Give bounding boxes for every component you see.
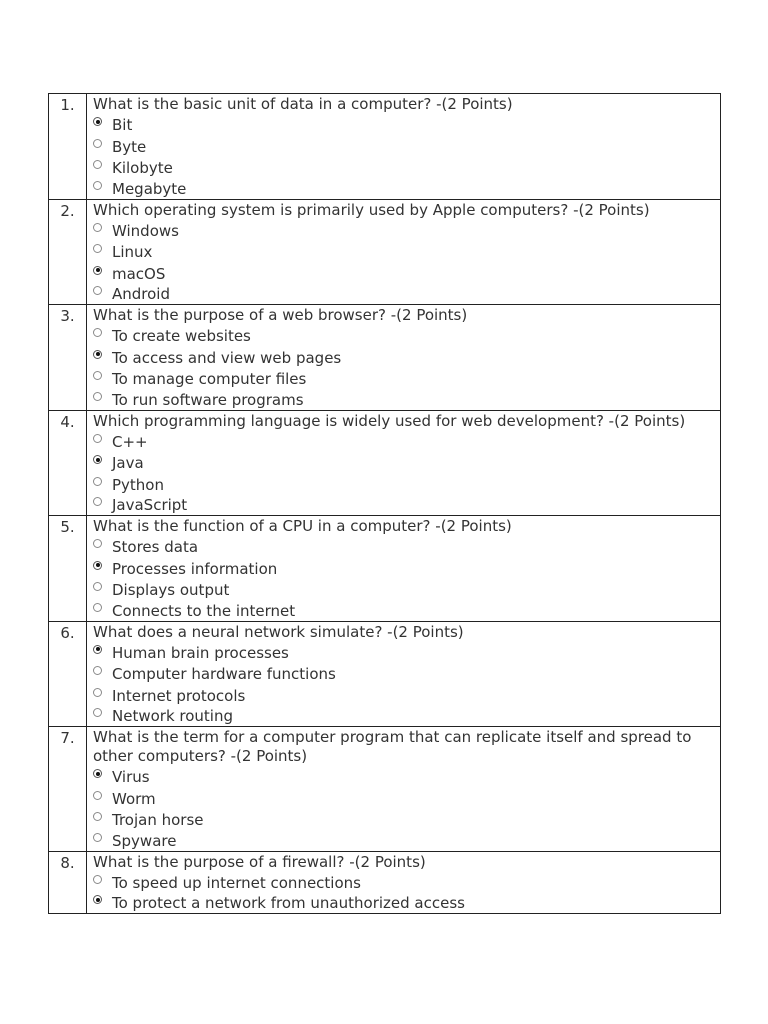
question-text: What is the purpose of a firewall? -(2 Points) <box>93 852 426 871</box>
answer-label: macOS <box>112 264 166 283</box>
quiz-body <box>49 94 721 914</box>
question-text: Which operating system is primarily used by Apple computers? -(2 Points) <box>93 200 650 219</box>
question-cell <box>87 410 721 516</box>
answer-label: Kilobyte <box>112 159 173 177</box>
answer-label: Internet protocols <box>112 686 246 705</box>
radio-unchecked-icon[interactable] <box>93 812 102 821</box>
answer-label: JavaScript <box>112 496 188 514</box>
radio-unchecked-icon[interactable] <box>93 160 102 169</box>
answer-option[interactable] <box>93 559 714 581</box>
answer-option[interactable] <box>93 264 714 286</box>
radio-unchecked-icon[interactable] <box>93 497 102 506</box>
answer-option[interactable] <box>93 832 714 851</box>
answer-option[interactable] <box>93 810 714 832</box>
radio-checked-icon[interactable] <box>93 350 102 359</box>
question-text: What is the purpose of a web browser? -(2 Points) <box>93 306 468 324</box>
answer-option[interactable] <box>93 475 714 497</box>
radio-unchecked-icon[interactable] <box>93 392 102 401</box>
answer-label: Android <box>112 285 170 303</box>
answer-option[interactable] <box>93 326 714 348</box>
answer-option[interactable] <box>93 602 714 621</box>
question-text: What is the function of a CPU in a computer? -(2 Points) <box>93 517 512 535</box>
question-cell <box>87 621 721 727</box>
radio-unchecked-icon[interactable] <box>93 434 102 443</box>
answer-option[interactable] <box>93 115 714 137</box>
radio-unchecked-icon[interactable] <box>93 139 102 148</box>
question-cell <box>87 727 721 852</box>
question-text: What is the term for a computer program that can replicate itself and spread to other computers? -(2 Points) <box>93 728 692 765</box>
radio-unchecked-icon[interactable] <box>93 875 102 884</box>
answer-label: Linux <box>112 243 153 261</box>
radio-unchecked-icon[interactable] <box>93 666 102 675</box>
question-cell <box>87 851 721 914</box>
answer-label: Network routing <box>112 707 233 725</box>
question-row <box>49 410 721 516</box>
answer-option[interactable] <box>93 537 714 559</box>
answer-label: Megabyte <box>112 179 187 198</box>
answer-label: Computer hardware functions <box>112 665 336 683</box>
radio-unchecked-icon[interactable] <box>93 688 102 697</box>
answer-option[interactable] <box>93 432 714 454</box>
question-number: 1. <box>49 94 87 200</box>
answer-option[interactable] <box>93 894 714 913</box>
answer-label: C++ <box>112 432 148 451</box>
question-row <box>49 851 721 914</box>
answer-option[interactable] <box>93 707 714 726</box>
answer-option[interactable] <box>93 453 714 475</box>
answer-option[interactable] <box>93 285 714 304</box>
question-cell <box>87 305 721 411</box>
answer-option[interactable] <box>93 643 714 665</box>
answer-option[interactable] <box>93 767 714 789</box>
answer-option[interactable] <box>93 580 714 602</box>
answer-label: Trojan horse <box>112 811 204 829</box>
question-number: 2. <box>49 199 87 305</box>
radio-unchecked-icon[interactable] <box>93 539 102 548</box>
answer-label: Windows <box>112 221 179 240</box>
radio-checked-icon[interactable] <box>93 645 102 654</box>
radio-checked-icon[interactable] <box>93 561 102 570</box>
answer-label: Bit <box>112 116 133 134</box>
answer-label: To speed up internet connections <box>112 873 361 892</box>
radio-unchecked-icon[interactable] <box>93 244 102 253</box>
question-number: 8. <box>49 851 87 914</box>
answer-option[interactable] <box>93 180 714 199</box>
question-number: 3. <box>49 305 87 411</box>
radio-unchecked-icon[interactable] <box>93 371 102 380</box>
answer-label: Spyware <box>112 831 177 850</box>
question-cell <box>87 199 721 305</box>
question-cell <box>87 516 721 622</box>
question-row <box>49 621 721 727</box>
answer-option[interactable] <box>93 496 714 515</box>
question-row <box>49 727 721 852</box>
radio-unchecked-icon[interactable] <box>93 328 102 337</box>
radio-unchecked-icon[interactable] <box>93 708 102 717</box>
question-text: What does a neural network simulate? -(2 Points) <box>93 622 464 641</box>
answer-label: Worm <box>112 789 156 808</box>
answer-option[interactable] <box>93 221 714 243</box>
answer-label: To protect a network from unauthorized access <box>112 894 465 912</box>
radio-unchecked-icon[interactable] <box>93 286 102 295</box>
answer-label: Java <box>112 454 144 472</box>
answer-option[interactable] <box>93 242 714 264</box>
question-text: Which programming language is widely used for web development? -(2 Points) <box>93 411 686 430</box>
radio-checked-icon[interactable] <box>93 769 102 778</box>
question-number: 7. <box>49 727 87 852</box>
radio-unchecked-icon[interactable] <box>93 603 102 612</box>
question-row <box>49 199 721 305</box>
radio-checked-icon[interactable] <box>93 266 102 275</box>
answer-option[interactable] <box>93 369 714 391</box>
answer-option[interactable] <box>93 686 714 708</box>
answer-option[interactable] <box>93 137 714 159</box>
question-row <box>49 305 721 411</box>
answer-option[interactable] <box>93 664 714 686</box>
answer-label: To access and view web pages <box>112 348 342 367</box>
quiz-table <box>48 93 721 914</box>
radio-unchecked-icon[interactable] <box>93 181 102 190</box>
answer-label: Byte <box>112 137 147 156</box>
answer-option[interactable] <box>93 158 714 180</box>
radio-checked-icon[interactable] <box>93 895 102 904</box>
radio-unchecked-icon[interactable] <box>93 477 102 486</box>
question-number: 6. <box>49 621 87 727</box>
radio-unchecked-icon[interactable] <box>93 223 102 232</box>
radio-unchecked-icon[interactable] <box>93 791 102 800</box>
question-number: 4. <box>49 410 87 516</box>
answer-label: To manage computer files <box>112 370 307 388</box>
question-number: 5. <box>49 516 87 622</box>
question-text: What is the basic unit of data in a computer? -(2 Points) <box>93 95 513 113</box>
radio-checked-icon[interactable] <box>93 117 102 126</box>
question-row <box>49 94 721 200</box>
radio-unchecked-icon[interactable] <box>93 833 102 842</box>
answer-label: Connects to the internet <box>112 601 296 620</box>
question-row <box>49 516 721 622</box>
radio-checked-icon[interactable] <box>93 455 102 464</box>
answer-label: Python <box>112 475 164 494</box>
answer-option[interactable] <box>93 873 714 895</box>
answer-label: Virus <box>112 768 150 786</box>
answer-label: Displays output <box>112 581 230 599</box>
answer-option[interactable] <box>93 789 714 811</box>
answer-label: To run software programs <box>112 390 304 409</box>
answer-label: Processes information <box>112 559 278 578</box>
answer-label: Stores data <box>112 538 199 556</box>
question-cell <box>87 94 721 200</box>
answer-option[interactable] <box>93 391 714 410</box>
answer-label: To create websites <box>112 327 251 345</box>
radio-unchecked-icon[interactable] <box>93 582 102 591</box>
answer-label: Human brain processes <box>112 643 289 662</box>
answer-option[interactable] <box>93 348 714 370</box>
